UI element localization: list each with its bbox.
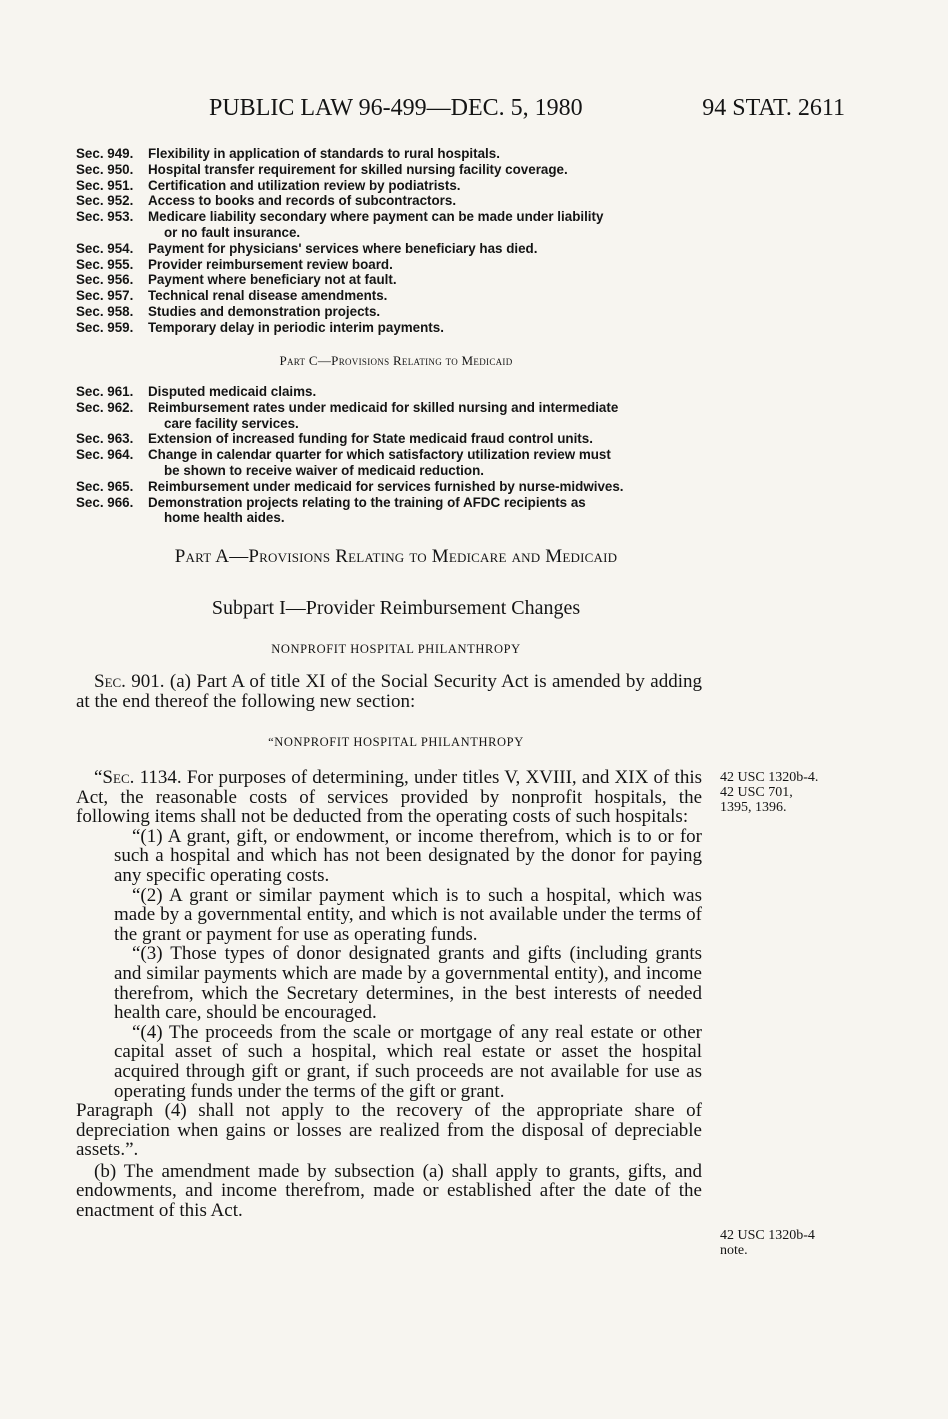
law-title: PUBLIC LAW 96-499—DEC. 5, 1980 bbox=[209, 95, 583, 121]
toc-title-continuation: be shown to receive waiver of medicaid reduction. bbox=[164, 462, 484, 478]
toc-section-title bbox=[148, 495, 716, 527]
toc-section-title bbox=[148, 400, 716, 432]
toc-entry bbox=[76, 209, 716, 241]
toc-title-line: Demonstration projects relating to the training of AFDC recipients as bbox=[148, 494, 586, 510]
toc-entry bbox=[76, 257, 716, 273]
toc-section-number: Sec. 950. bbox=[76, 161, 134, 177]
toc-title-line: Reimbursement rates under medicaid for skilled nursing and intermediate bbox=[148, 399, 619, 415]
margin-citation bbox=[720, 770, 818, 815]
toc-entry bbox=[76, 384, 716, 400]
toc-title-continuation: care facility services. bbox=[164, 415, 299, 431]
toc-section-number: Sec. 963. bbox=[76, 431, 134, 447]
section-text: 1134. For purposes of determining, under titles V, XVIII, and XIX of this Act, the reasonable costs of services provided by nonprofit hospitals, the following items shall not be deducted from the operating costs of such hospitals: bbox=[76, 767, 702, 828]
toc-entry bbox=[76, 241, 716, 257]
section-label: “Sec. bbox=[94, 767, 135, 788]
toc-section-number: Sec. 957. bbox=[76, 288, 134, 304]
citation-line: 42 USC 701, bbox=[720, 785, 793, 800]
toc-section-number: Sec. 954. bbox=[76, 240, 134, 256]
toc-title-continuation: or no fault insurance. bbox=[164, 224, 301, 240]
margin-citation bbox=[720, 1228, 815, 1258]
citation-line: 1395, 1396. bbox=[720, 800, 787, 815]
toc-entry bbox=[76, 320, 716, 336]
toc-section-title: Disputed medicaid claims. bbox=[148, 384, 317, 399]
toc-title-continuation: home health aides. bbox=[164, 510, 285, 526]
subsection-b-paragraph: (b) The amendment made by subsection (a) shall apply to grants, gifts, and endowments, and income therefrom, made or established after the date of the enactment of this Act. bbox=[76, 1160, 702, 1222]
citation-line: note. bbox=[720, 1243, 748, 1258]
toc-entry bbox=[76, 162, 716, 178]
citation-line: 42 USC 1320b-4. bbox=[720, 770, 819, 785]
section-1134-intro bbox=[76, 768, 702, 827]
section-1134-body bbox=[76, 768, 702, 1221]
toc-entry bbox=[76, 288, 716, 304]
table-of-contents-part-c bbox=[76, 384, 716, 526]
closing-paragraph: Paragraph (4) shall not apply to the recovery of the appropriate share of depreciation when gains or losses are realized from the disposal of depreciable assets.”. bbox=[76, 1100, 702, 1161]
subpart-heading: Subpart I—Provider Reimbursement Changes bbox=[211, 597, 581, 619]
toc-section-number: Sec. 956. bbox=[76, 272, 134, 288]
toc-section-title: Extension of increased funding for State medicaid fraud control units. bbox=[148, 431, 593, 447]
toc-section-number: Sec. 962. bbox=[76, 399, 134, 415]
toc-section-title: Reimbursement under medicaid for services furnished by nurse-midwives. bbox=[148, 478, 624, 494]
toc-section-number: Sec. 951. bbox=[76, 177, 134, 193]
toc-section-number: Sec. 955. bbox=[76, 256, 134, 272]
toc-section-number: Sec. 953. bbox=[76, 209, 134, 225]
toc-section-number: Sec. 965. bbox=[76, 478, 134, 494]
toc-title-line: Change in calendar quarter for which satisfactory utilization review must bbox=[148, 447, 611, 463]
quoted-section-heading: “NONPROFIT HOSPITAL PHILANTHROPY bbox=[268, 735, 524, 749]
toc-section-title: Hospital transfer requirement for skilled nursing facility coverage. bbox=[148, 161, 568, 177]
part-c-heading: Part C—Provisions Relating to Medicaid bbox=[279, 353, 513, 368]
toc-section-title: Payment for physicians' services where beneficiary has died. bbox=[148, 240, 538, 256]
paragraph-item: “(4) The proceeds from the scale or mortgage of any real estate or other capital asset of such a hospital, which real estate or asset the hospital acquired through gift or grant, if such proceeds are not available for use as operating funds under the terms of the gift or grant. bbox=[114, 1021, 702, 1102]
toc-entry bbox=[76, 146, 716, 162]
toc-entry bbox=[76, 447, 716, 479]
section-901-paragraph bbox=[76, 672, 702, 712]
toc-entry bbox=[76, 178, 716, 194]
toc-entry bbox=[76, 400, 716, 432]
toc-section-title: Access to books and records of subcontractors. bbox=[148, 193, 457, 209]
toc-section-number: Sec. 966. bbox=[76, 494, 134, 510]
toc-section-number: Sec. 949. bbox=[76, 146, 134, 161]
section-label: Sec. bbox=[94, 671, 126, 692]
toc-entry bbox=[76, 495, 716, 527]
toc-section-number: Sec. 952. bbox=[76, 193, 134, 209]
section-text: 901. (a) Part A of title XI of the Social Security Act is amended by adding at the end thereof the following new section: bbox=[76, 671, 702, 712]
toc-section-title bbox=[148, 209, 716, 241]
toc-entry bbox=[76, 272, 716, 288]
toc-section-number: Sec. 958. bbox=[76, 303, 134, 319]
paragraph-item: “(3) Those types of donor designated grants and gifts (including grants and similar payments which are made by a governmental entity), and income therefrom, which the Secretary determines, in the best interests of needed health care, should be encouraged. bbox=[114, 943, 702, 1024]
page-header bbox=[75, 95, 845, 125]
toc-entry bbox=[76, 479, 716, 495]
part-a-heading: Part A—Provisions Relating to Medicare and Medicaid bbox=[174, 546, 618, 567]
toc-entry bbox=[76, 304, 716, 320]
table-of-contents-part-b bbox=[76, 146, 716, 336]
section-topic-heading: NONPROFIT HOSPITAL PHILANTHROPY bbox=[271, 642, 521, 656]
toc-section-title: Certification and utilization review by podiatrists. bbox=[148, 177, 461, 193]
toc-entry bbox=[76, 193, 716, 209]
citation-line: 42 USC 1320b-4 bbox=[720, 1228, 815, 1243]
toc-section-title: Temporary delay in periodic interim payments. bbox=[148, 319, 444, 335]
toc-entry bbox=[76, 431, 716, 447]
toc-section-title: Flexibility in application of standards to rural hospitals. bbox=[148, 146, 500, 161]
toc-section-number: Sec. 959. bbox=[76, 319, 134, 335]
toc-section-title: Studies and demonstration projects. bbox=[148, 303, 381, 319]
toc-section-number: Sec. 964. bbox=[76, 447, 134, 463]
toc-section-title: Provider reimbursement review board. bbox=[148, 256, 393, 272]
stat-page-number: 94 STAT. 2611 bbox=[702, 95, 845, 121]
paragraph-item: “(1) A grant, gift, or endowment, or income therefrom, which is to or for such a hospital and which has not been designated by the donor for paying any specific operating costs. bbox=[114, 825, 702, 886]
toc-section-number: Sec. 961. bbox=[76, 384, 134, 399]
paragraph-item: “(2) A grant or similar payment which is to such a hospital, which was made by a governmental entity, and which is not available under the terms of the grant or payment for use as operating funds. bbox=[114, 884, 702, 945]
toc-title-line: Medicare liability secondary where payment can be made under liability bbox=[148, 209, 604, 225]
toc-section-title bbox=[148, 447, 716, 479]
toc-section-title: Technical renal disease amendments. bbox=[148, 288, 388, 304]
toc-section-title: Payment where beneficiary not at fault. bbox=[148, 272, 397, 288]
